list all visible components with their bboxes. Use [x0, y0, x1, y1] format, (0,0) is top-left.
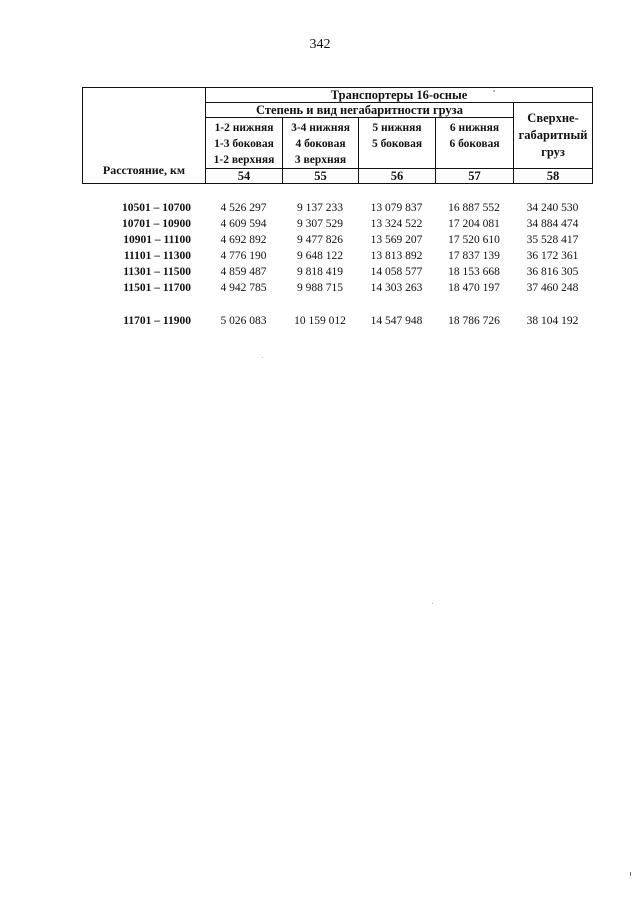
table-cell: 4 776 190 — [220, 250, 267, 262]
table-body — [82, 200, 592, 329]
description-line: Сверхне- — [527, 111, 579, 125]
sub-title-cell — [206, 103, 514, 118]
description-line: 1-3 боковая — [214, 138, 274, 150]
table-cell: 4 526 297 — [220, 202, 267, 214]
table-cell: 9 818 419 — [297, 266, 343, 278]
description-line: 4 боковая — [295, 138, 346, 150]
column-number: 54 — [206, 169, 283, 184]
column-description-56 — [359, 118, 436, 169]
column-number: 58 — [514, 169, 593, 184]
description-line: 5 нижняя — [372, 122, 422, 134]
column-number: 57 — [436, 169, 514, 184]
table-cell: 34 884 474 — [526, 218, 579, 230]
table-header — [82, 87, 593, 184]
spacer-cell — [82, 296, 592, 313]
distance-range: 10901 – 11100 — [123, 234, 191, 246]
table-cell: 18 153 668 — [448, 266, 500, 278]
table-cell: 14 058 577 — [370, 266, 423, 278]
row-label: Расстояние, км — [102, 163, 186, 177]
distance-range: 10501 – 10700 — [122, 202, 191, 214]
column-description-57 — [436, 118, 514, 169]
table-cell: 13 079 837 — [370, 202, 423, 214]
table-cell: 13 569 207 — [370, 234, 423, 246]
table-cell: 9 648 122 — [297, 250, 343, 262]
column-description-55 — [283, 118, 359, 169]
scan-speck — [630, 872, 631, 876]
row-spacer — [82, 296, 592, 313]
table-cell: 4 609 594 — [220, 218, 267, 230]
page-number: 342 — [309, 37, 331, 52]
table-cell: 14 303 263 — [370, 282, 423, 294]
table-cell: 9 988 715 — [297, 282, 343, 294]
column-number: 56 — [359, 169, 436, 184]
description-line: габаритный — [518, 128, 588, 142]
description-line: 6 нижняя — [449, 122, 500, 134]
table-cell: 14 547 948 — [370, 315, 423, 327]
distance-range: 11701 – 11900 — [123, 315, 191, 327]
table-cell: 36 172 361 — [526, 250, 579, 262]
table-cell: 17 204 081 — [448, 218, 500, 230]
table-row — [82, 232, 592, 248]
column-number: 55 — [283, 169, 359, 184]
row-label-cell — [83, 88, 206, 184]
scan-speck — [493, 90, 495, 92]
description-line: 3-4 нижняя — [291, 122, 350, 134]
column-description-58 — [514, 103, 593, 169]
distance-range: 11501 – 11700 — [123, 282, 191, 294]
description-line: 5 боковая — [371, 138, 423, 150]
group-title: Транспортеры 16-осные — [330, 88, 468, 102]
table-cell: 34 240 530 — [526, 202, 579, 214]
scan-speck — [432, 603, 433, 604]
table-row — [82, 216, 592, 232]
distance-range: 10701 – 10900 — [122, 218, 191, 230]
table-cell: 13 813 892 — [370, 250, 423, 262]
description-line: груз — [541, 145, 565, 159]
description-line: 6 боковая — [449, 138, 500, 150]
table-cell: 4 942 785 — [220, 282, 267, 294]
scan-speck — [262, 357, 263, 358]
table-cell: 4 859 487 — [220, 266, 267, 278]
table-cell: 18 786 726 — [448, 315, 500, 327]
table-cell: 17 520 610 — [448, 234, 500, 246]
table-cell: 10 159 012 — [294, 315, 346, 327]
table-row — [82, 264, 592, 280]
table-cell: 16 887 552 — [448, 202, 500, 214]
table-row — [82, 248, 592, 264]
table-cell: 4 692 892 — [220, 234, 267, 246]
group-title-cell — [206, 88, 593, 103]
description-line: 3 верхняя — [294, 154, 347, 166]
table-cell: 38 104 192 — [526, 315, 579, 327]
table-cell: 36 816 305 — [526, 266, 579, 278]
table-cell: 37 460 248 — [526, 282, 579, 294]
table-row — [82, 313, 592, 329]
column-description-54 — [206, 118, 283, 169]
table-row — [82, 280, 592, 296]
table-cell: 9 307 529 — [297, 218, 343, 230]
table-cell: 35 528 417 — [526, 234, 579, 246]
table-cell: 17 837 139 — [448, 250, 500, 262]
table-row — [82, 200, 592, 216]
sub-title: Степень и вид негабаритности груза — [256, 103, 463, 117]
table-cell: 18 470 197 — [448, 282, 500, 294]
distance-range: 11301 – 11500 — [123, 266, 191, 278]
description-line: 1-2 нижняя — [214, 122, 274, 134]
description-line: 1-2 верхняя — [213, 154, 275, 166]
table-cell: 9 477 826 — [297, 234, 343, 246]
table-cell: 9 137 233 — [297, 202, 343, 214]
table-cell: 13 324 522 — [370, 218, 423, 230]
distance-range: 11101 – 11300 — [123, 250, 191, 262]
table-cell: 5 026 083 — [220, 315, 267, 327]
